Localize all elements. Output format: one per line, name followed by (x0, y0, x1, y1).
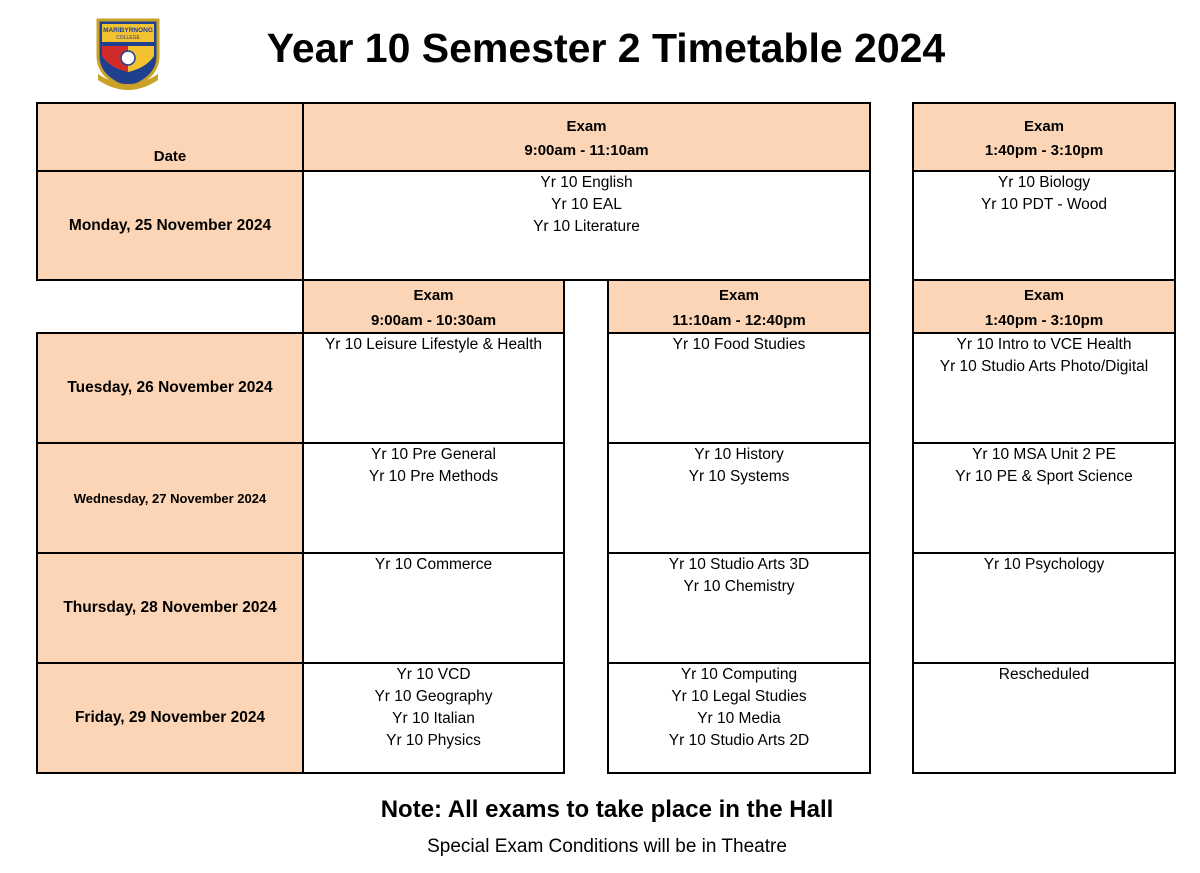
cell-friday-session1 (302, 662, 565, 774)
date-friday: Friday, 29 November 2024 (36, 662, 304, 774)
subject: Yr 10 PDT - Wood (980, 196, 1108, 213)
subject: Yr 10 Italian (392, 710, 475, 727)
date-wednesday: Wednesday, 27 November 2024 (36, 442, 304, 554)
subject: Yr 10 Pre General (371, 446, 496, 463)
cell-tuesday-pm (912, 332, 1176, 444)
subject: Yr 10 History (694, 446, 784, 463)
cell-monday-am (302, 170, 871, 281)
cell-thursday-session1 (302, 552, 565, 664)
subject: Yr 10 Intro to VCE Health (956, 336, 1132, 353)
logo-subname-text: COLLEGE (116, 35, 140, 41)
subject: Yr 10 Literature (533, 218, 640, 235)
subject: Rescheduled (998, 666, 1090, 683)
header-monday-am-exam (302, 102, 871, 172)
header-time-label: 9:00am - 10:30am (370, 312, 497, 329)
cell-tuesday-session2 (607, 332, 871, 444)
cell-tuesday-session1 (302, 332, 565, 444)
cell-monday-pm (912, 170, 1176, 281)
subject: Yr 10 Legal Studies (671, 688, 807, 705)
header-exam-label: Exam (413, 287, 454, 304)
header-am2-exam (607, 279, 871, 334)
subject: Yr 10 English (540, 174, 633, 191)
college-logo (92, 16, 164, 92)
subject: Yr 10 Computing (680, 666, 798, 683)
subject: Yr 10 Geography (374, 688, 493, 705)
cell-wednesday-session2 (607, 442, 871, 554)
date-monday: Monday, 25 November 2024 (36, 170, 304, 281)
header-time-label: 1:40pm - 3:10pm (984, 142, 1104, 159)
subject: Yr 10 Pre Methods (368, 468, 499, 485)
subject: Yr 10 Commerce (374, 556, 493, 573)
subject: Yr 10 Chemistry (683, 578, 795, 595)
subject: Yr 10 Food Studies (672, 336, 806, 353)
subject: Yr 10 Studio Arts 3D (668, 556, 810, 573)
subject: Yr 10 Systems (688, 468, 790, 485)
special-conditions-text: Special Exam Conditions will be in Theatre (427, 836, 787, 857)
header-exam-label: Exam (1023, 287, 1065, 304)
cell-thursday-pm (912, 552, 1176, 664)
subject: Yr 10 Psychology (983, 556, 1105, 573)
subject: Yr 10 Biology (997, 174, 1091, 191)
date-tuesday: Tuesday, 26 November 2024 (36, 332, 304, 444)
date-thursday: Thursday, 28 November 2024 (36, 552, 304, 664)
header-time-label: 11:10am - 12:40pm (672, 312, 806, 329)
subject: Yr 10 Studio Arts 2D (668, 732, 810, 749)
subject: Yr 10 Media (697, 710, 781, 727)
header-am1-exam (302, 279, 565, 334)
page-title: Year 10 Semester 2 Timetable 2024 (266, 25, 946, 71)
cell-thursday-session2 (607, 552, 871, 664)
subject: Yr 10 EAL (551, 196, 622, 213)
subject: Yr 10 Leisure Lifestyle & Health (324, 336, 543, 353)
cell-wednesday-session1 (302, 442, 565, 554)
note-text: Note: All exams to take place in the Hall (380, 796, 834, 823)
cell-friday-pm (912, 662, 1176, 774)
subject: Yr 10 Studio Arts Photo/Digital (939, 358, 1149, 375)
subject: Yr 10 MSA Unit 2 PE (972, 446, 1116, 463)
subject: Yr 10 PE & Sport Science (955, 468, 1133, 485)
header-exam-label: Exam (718, 287, 760, 304)
logo-name-text: MARIBYRNONG (103, 27, 153, 34)
subject: Yr 10 Physics (386, 732, 481, 749)
cell-wednesday-pm (912, 442, 1176, 554)
header-exam-label: Exam (1023, 118, 1065, 135)
header-pm-exam-2 (912, 279, 1176, 334)
subject: Yr 10 VCD (396, 666, 471, 683)
header-time-label: 1:40pm - 3:10pm (984, 312, 1104, 329)
header-pm-exam (912, 102, 1176, 172)
header-exam-label: Exam (566, 118, 607, 135)
header-time-label: 9:00am - 11:10am (524, 142, 649, 159)
cell-friday-session2 (607, 662, 871, 774)
header-date (36, 102, 304, 172)
header-date-label: Date (153, 148, 187, 165)
